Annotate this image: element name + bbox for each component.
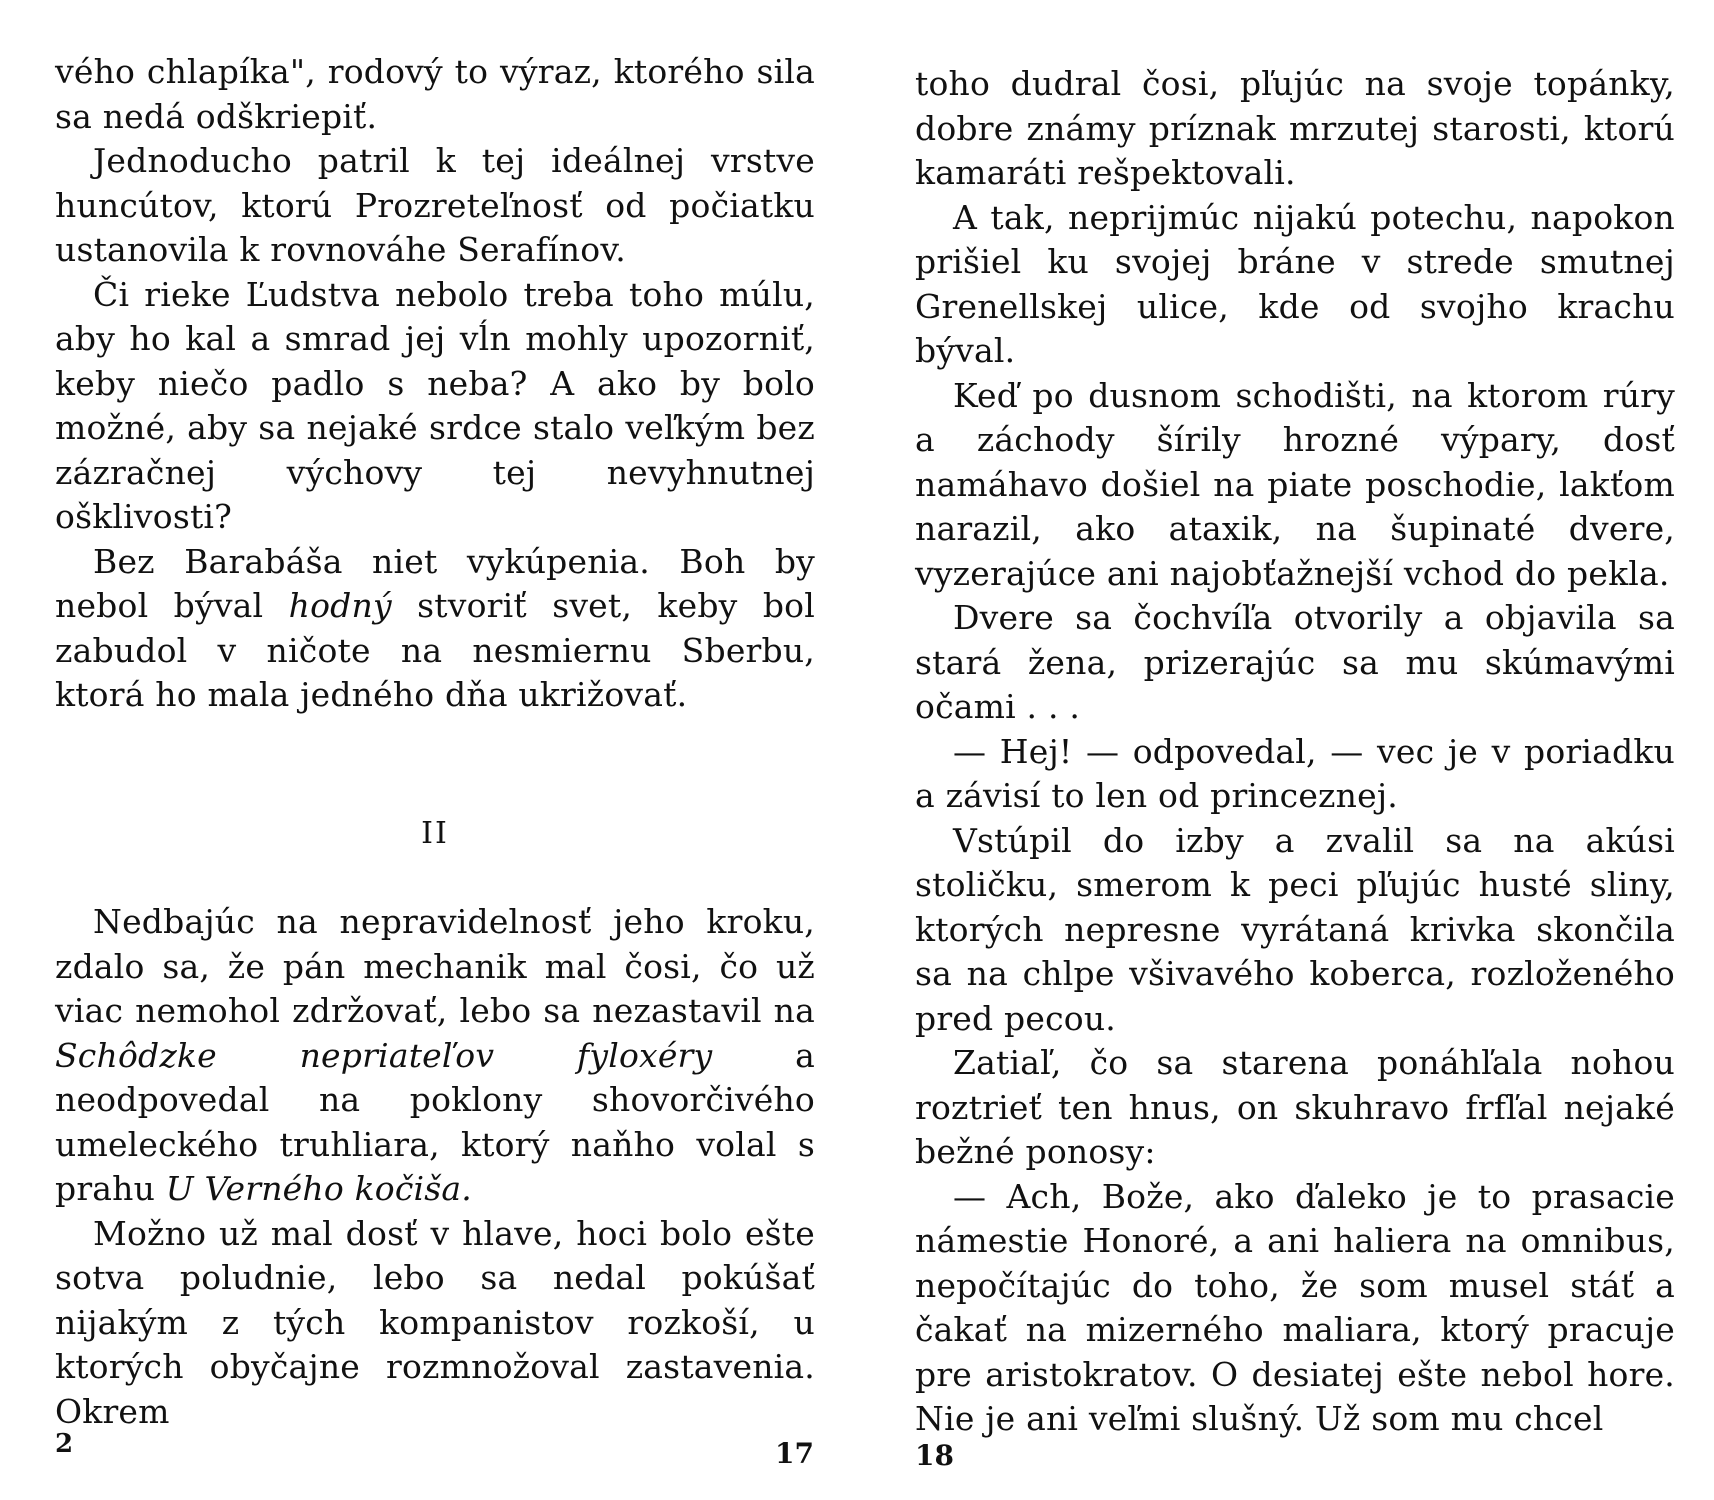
signature-mark: 2 bbox=[55, 1429, 74, 1459]
left-paragraph-5-italic-2: U Verného kočiša. bbox=[165, 1169, 472, 1208]
left-paragraph-5-italic-1: Schôdzke nepriateľov fyloxéry bbox=[55, 1035, 713, 1075]
left-paragraph-5-part-2: a neodpovedal na poklony shovorčivého umeleckého truhliara, ktorý naňho volal s prahu bbox=[55, 1035, 815, 1208]
left-paragraph-5 bbox=[55, 900, 815, 1212]
right-paragraph-4: Dvere sa čochvíľa otvorily a objavila sa stará žena, prizerajúc sa mu skúmavými očami . . . bbox=[915, 598, 1675, 726]
left-paragraph-6: Možno už mal dosť v hlave, hoci bolo ešte sotva poludnie, lebo sa nedal pokúšať nijakým z tých kompanistov rozkoší, u ktorých obyčajne rozmnožoval zastavenia. Okrem bbox=[55, 1213, 815, 1431]
left-bottom-text bbox=[55, 900, 815, 1434]
right-paragraph-2: A tak, neprijmúc nijakú potechu, napokon prišiel ku svojej bráne v strede smutnej Grenellskej ulice, kde od svojho krachu býval. bbox=[915, 197, 1675, 370]
left-page bbox=[55, 0, 815, 1500]
right-paragraph-6: Vstúpil do izby a zvalil sa na akúsi stoličku, smerom k peci pľujúc husté sliny, ktorých nepresne vyrátaná krivka skončila sa na chlpe všivavého koberca, rozloženého pred pecou. bbox=[915, 820, 1675, 1038]
left-paragraph-4-before: Bez Barabáša niet vykúpenia. Boh by nebol býval bbox=[55, 541, 815, 625]
left-paragraph-5-part-1: Nedbajúc na nepravidelnosť jeho kroku, zdalo sa, že pán mechanik mal čosi, čo už viac nemohol zdržovať, lebo sa nezastavil na bbox=[55, 902, 815, 1030]
right-paragraph-7: Zatiaľ, čo sa starena ponáhľala nohou roztrieť ten hnus, on skuhravo frfľal nejaké bežné ponosy: bbox=[915, 1043, 1675, 1171]
right-paragraph-5: — Hej! — odpovedal, — vec je v poriadku a závisí to len od princeznej. bbox=[915, 731, 1675, 815]
right-paragraph-3: Keď po dusnom schodišti, na ktorom rúry a záchody šírily hrozné výpary, dosť namáhavo došiel na piate poschodie, lakťom narazil, ako ataxik, na šupinaté dvere, vyzerajúce ani najobťažnejší vchod do pekla. bbox=[915, 375, 1675, 593]
left-paragraph-4 bbox=[55, 540, 815, 718]
right-paragraph-8: — Ach, Bože, ako ďaleko je to prasacie námestie Honoré, a ani haliera na omnibus, nepočítajúc do toho, že som musel stáť a čakať na mizerného maliara, ktorý pracuje pre aristokratov. O desiatej ešte nebol hore. Nie je ani veľmi slušný. Už som mu chcel bbox=[915, 1176, 1675, 1438]
left-paragraph-3: Či rieke Ľudstva nebolo treba toho múlu, aby ho kal a smrad jej vĺn mohly upozorniť, keby niečo padlo s neba? A ako by bolo možné, aby sa nejaké srdce stalo veľkým bez zázračnej výchovy tej nevyhnutnej ošklivosti? bbox=[55, 274, 815, 536]
right-page bbox=[915, 0, 1675, 1500]
left-paragraph-4-after: stvoriť svet, keby bol zabudol v ničote na nesmiernu Sberbu, ktorá ho mala jedného dňa ukrižovať. bbox=[55, 586, 815, 714]
left-paragraph-2: Jednoducho patril k tej ideálnej vrstve huncútov, ktorú Prozreteľnosť od počiatku ustanovila k rovnováhe Serafínov. bbox=[55, 141, 815, 269]
right-page-number: 18 bbox=[915, 1439, 954, 1472]
right-text bbox=[915, 62, 1675, 1442]
left-top-text bbox=[55, 50, 815, 718]
left-page-number: 17 bbox=[775, 1437, 814, 1470]
left-paragraph-1: vého chlapíka", rodový to výraz, ktorého sila sa nedá odškriepiť. bbox=[55, 52, 815, 136]
left-paragraph-4-italic: hodný bbox=[288, 586, 392, 625]
chapter-heading: II bbox=[421, 816, 449, 851]
right-paragraph-1: toho dudral čosi, pľujúc na svoje topánky, dobre známy príznak mrzutej starosti, ktorú kamaráti rešpektovali. bbox=[915, 64, 1675, 192]
